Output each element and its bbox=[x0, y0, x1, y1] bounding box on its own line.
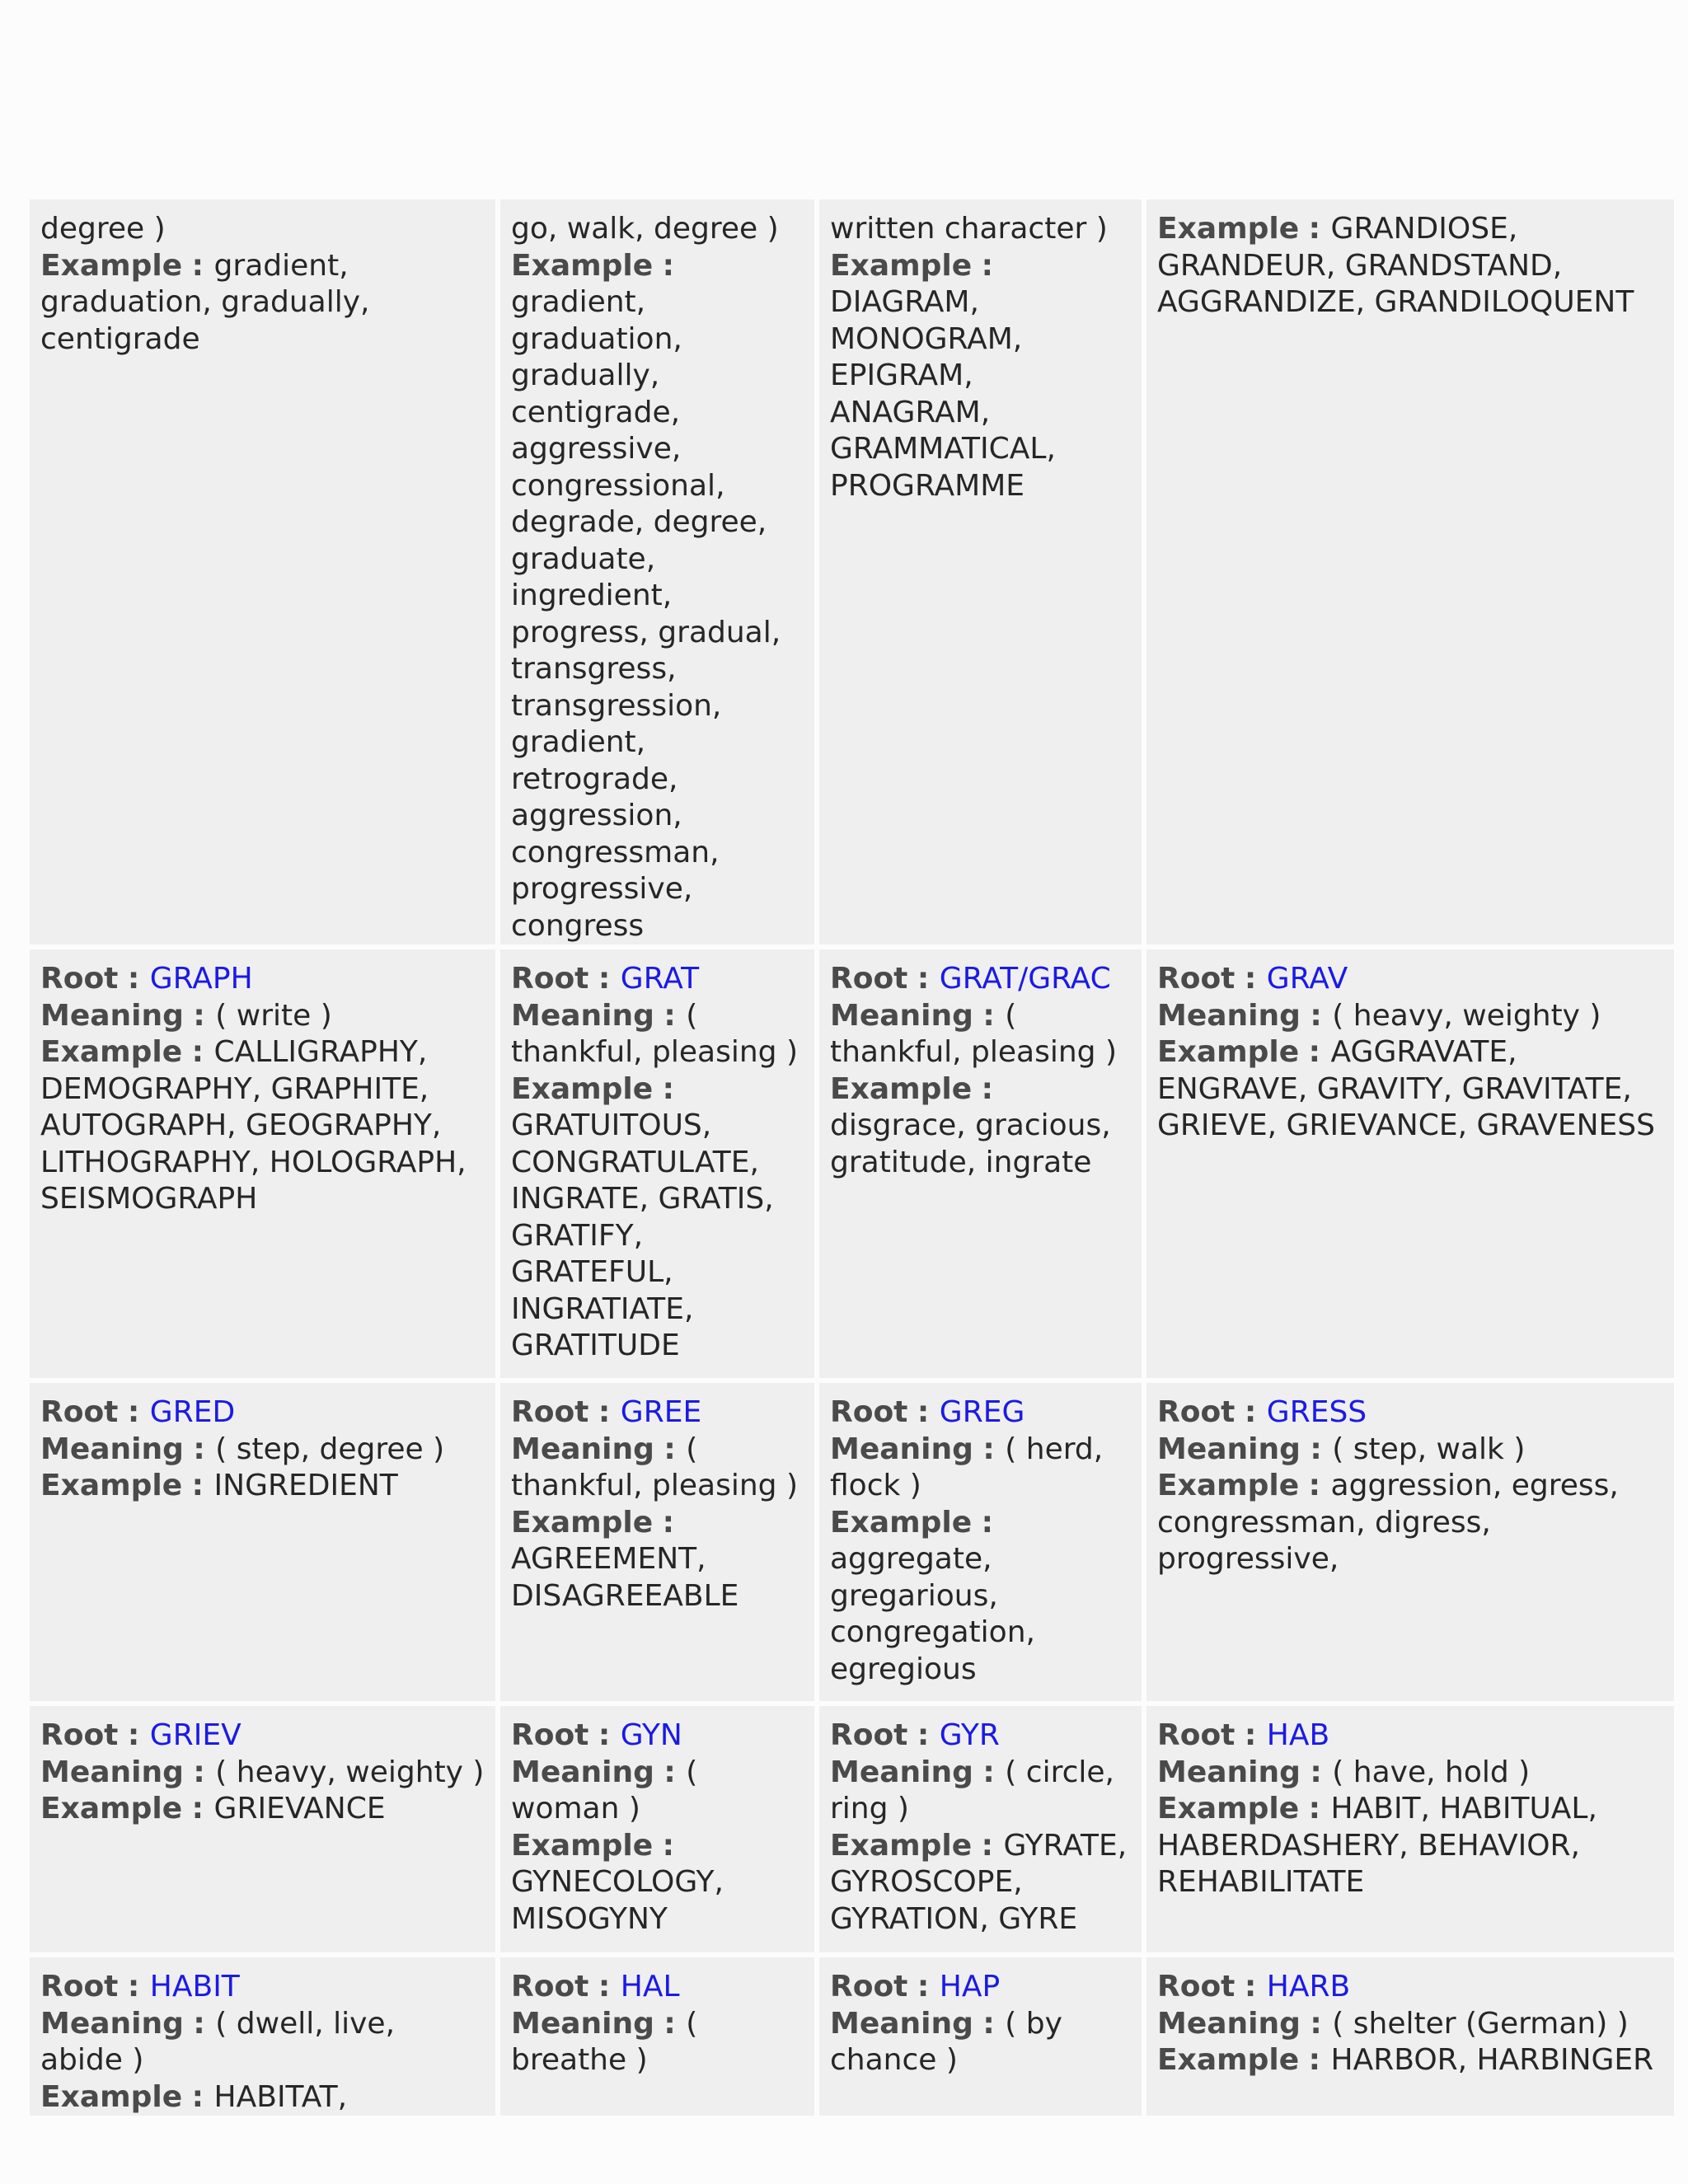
root-value: GRAPH bbox=[149, 962, 253, 996]
root-value: HAL bbox=[620, 1970, 680, 2004]
root-value: GRAV bbox=[1266, 962, 1348, 996]
meaning-label: Meaning bbox=[511, 998, 654, 1033]
example-label: Example bbox=[40, 248, 183, 283]
example-label: Example bbox=[511, 1828, 654, 1863]
example-value: GYRATE, GYROSCOPE, GYRATION, GYRE bbox=[830, 1828, 1128, 1936]
meaning-label: Meaning bbox=[1157, 1432, 1301, 1466]
meaning-value: ( heavy, weighty ) bbox=[215, 1755, 485, 1789]
meaning-label: Meaning bbox=[511, 1755, 654, 1789]
meaning-value: ( heavy, weighty ) bbox=[1332, 998, 1601, 1033]
example-value: HABIT, HABITUAL, HABERDASHERY, BEHAVIOR, REHABILITATE bbox=[1157, 1792, 1597, 1899]
example-value: disgrace, gracious, gratitude, ingrate bbox=[830, 1108, 1111, 1179]
example-value: HARBOR, HARBINGER bbox=[1330, 2043, 1654, 2077]
root-label: Root bbox=[511, 1970, 589, 2004]
root-cell: degree ) Example : gradient, graduation, gradually, centigrade bbox=[30, 199, 495, 944]
example-label: Example bbox=[830, 1505, 973, 1540]
example-value: GRATUITOUS, CONGRATULATE, INGRATE, GRATIS, GRATIFY, GRATEFUL, INGRATIATE, GRATITUDE bbox=[511, 1108, 774, 1362]
root-label: Root bbox=[1157, 1395, 1236, 1429]
meaning-value: ( shelter (German) ) bbox=[1332, 2006, 1629, 2041]
example-label: Example bbox=[40, 1469, 183, 1502]
meaning-label: Meaning bbox=[1157, 998, 1301, 1033]
root-label: Root bbox=[830, 1718, 908, 1752]
example-value: gradient, graduation, gradually, centigrade, aggressive, congressional, degrade, degree, graduate, ingredient, progress, gradual, transgress, transgression, gradient, retrograde, aggression, congressman, progressive, congress bbox=[511, 285, 781, 943]
meaning-value: ( step, walk ) bbox=[1332, 1432, 1526, 1466]
example-value: INGREDIENT bbox=[213, 1469, 398, 1502]
root-value: HARB bbox=[1266, 1970, 1351, 2004]
root-cell: Root : HARB Meaning : ( shelter (German) ) Example : HARBOR, HARBINGER bbox=[1146, 1957, 1674, 2116]
continued-text: written character ) bbox=[830, 212, 1108, 246]
root-value: GRIEV bbox=[149, 1718, 241, 1752]
root-value: HAB bbox=[1266, 1718, 1330, 1752]
example-label: Example bbox=[830, 1828, 973, 1863]
root-cell: Root : GRAT/GRAC Meaning : ( thankful, pleasing ) Example : disgrace, gracious, gratitude, ingrate bbox=[819, 949, 1142, 1378]
table-row bbox=[30, 1706, 1674, 1952]
root-cell: Root : GRAPH Meaning : ( write ) Example : CALLIGRAPHY, DEMOGRAPHY, GRAPHITE, AUTOGRAPH, GEOGRAPHY, LITHOGRAPHY, HOLOGRAPH, SEISMOGRAPH bbox=[30, 949, 495, 1378]
root-label: Root bbox=[511, 1718, 589, 1752]
example-value: gradient, graduation, gradually, centigrade bbox=[40, 248, 370, 356]
root-label: Root bbox=[1157, 1970, 1236, 2004]
root-cell: Root : GYN Meaning : ( woman ) Example : GYNECOLOGY, MISOGYNY bbox=[500, 1706, 814, 1952]
meaning-label: Meaning bbox=[511, 1432, 654, 1466]
root-label: Root bbox=[1157, 962, 1236, 996]
root-value: GYN bbox=[620, 1718, 682, 1752]
root-label: Root bbox=[1157, 1718, 1236, 1752]
example-value: CALLIGRAPHY, DEMOGRAPHY, GRAPHITE, AUTOGRAPH, GEOGRAPHY, LITHOGRAPHY, HOLOGRAPH, SEISMOGRAPH bbox=[40, 1035, 467, 1216]
meaning-value: ( breathe ) bbox=[511, 2006, 698, 2077]
continued-text: degree ) bbox=[40, 212, 166, 246]
root-cell: Root : GRAT Meaning : ( thankful, pleasing ) Example : GRATUITOUS, CONGRATULATE, INGRATE, GRATIS, GRATIFY, GRATEFUL, INGRATIATE, GRATITUDE bbox=[500, 949, 814, 1378]
meaning-label: Meaning bbox=[511, 2006, 654, 2041]
root-cell: Root : HABIT Meaning : ( dwell, live, abide ) Example : HABITAT, bbox=[30, 1957, 495, 2116]
meaning-label: Meaning bbox=[40, 1755, 184, 1789]
root-label: Root bbox=[40, 962, 119, 996]
root-cell: Root : HAL Meaning : ( breathe ) bbox=[500, 1957, 814, 2116]
root-cell: written character ) Example : DIAGRAM, MONOGRAM, EPIGRAM, ANAGRAM, GRAMMATICAL, PROGRAMME bbox=[819, 199, 1142, 944]
root-label: Root bbox=[40, 1718, 119, 1752]
table-row bbox=[30, 199, 1674, 944]
example-label: Example bbox=[1157, 1035, 1300, 1069]
example-label: Example bbox=[1157, 1469, 1300, 1502]
meaning-value: ( woman ) bbox=[511, 1755, 698, 1825]
example-label: Example bbox=[511, 1071, 654, 1106]
example-value: AGGRAVATE, ENGRAVE, GRAVITY, GRAVITATE, GRIEVE, GRIEVANCE, GRAVENESS bbox=[1157, 1035, 1655, 1142]
root-label: Root bbox=[830, 1395, 908, 1429]
table-row bbox=[30, 949, 1674, 1378]
example-label: Example bbox=[40, 1035, 183, 1069]
root-cell: Root : GYR Meaning : ( circle, ring ) Example : GYRATE, GYROSCOPE, GYRATION, GYRE bbox=[819, 1706, 1142, 1952]
meaning-value: ( step, degree ) bbox=[215, 1432, 445, 1466]
root-value: GREG bbox=[939, 1395, 1025, 1429]
root-value: GRESS bbox=[1266, 1395, 1367, 1429]
root-value: HABIT bbox=[149, 1970, 240, 2004]
meaning-label: Meaning bbox=[830, 1432, 973, 1466]
meaning-value: ( thankful, pleasing ) bbox=[830, 998, 1118, 1069]
root-label: Root bbox=[830, 962, 908, 996]
meaning-value: ( have, hold ) bbox=[1332, 1755, 1531, 1789]
continued-text: go, walk, degree ) bbox=[511, 212, 779, 246]
root-label: Root bbox=[511, 1395, 589, 1429]
example-label: Example bbox=[511, 248, 654, 283]
meaning-label: Meaning bbox=[40, 2006, 184, 2041]
word-roots-table bbox=[25, 194, 1679, 2121]
example-value: HABITAT, bbox=[213, 2079, 348, 2114]
root-label: Root bbox=[830, 1970, 908, 2004]
root-value: GRAT bbox=[620, 962, 700, 996]
root-cell: go, walk, degree ) Example : gradient, graduation, gradually, centigrade, aggressive, congressional, degrade, degree, graduate, ingredient, progress, gradual, transgress, transgression, gradient, retrograde, aggression, congressman, progressive, congress bbox=[500, 199, 814, 944]
example-label: Example bbox=[830, 1071, 973, 1106]
meaning-value: ( by chance ) bbox=[830, 2006, 1062, 2077]
example-label: Example bbox=[830, 248, 973, 283]
example-value: DIAGRAM, MONOGRAM, EPIGRAM, ANAGRAM, GRAMMATICAL, PROGRAMME bbox=[830, 285, 1056, 503]
root-cell: Root : GRED Meaning : ( step, degree ) Example : INGREDIENT bbox=[30, 1383, 495, 1701]
example-label: Example bbox=[1157, 2043, 1300, 2077]
meaning-value: ( thankful, pleasing ) bbox=[511, 1432, 799, 1502]
example-value: aggression, egress, congressman, digress, progressive, bbox=[1157, 1469, 1619, 1576]
example-value: aggregate, gregarious, congregation, egregious bbox=[830, 1542, 1035, 1686]
root-cell: Root : GRAV Meaning : ( heavy, weighty ) Example : AGGRAVATE, ENGRAVE, GRAVITY, GRAVITATE, GRIEVE, GRIEVANCE, GRAVENESS bbox=[1146, 949, 1674, 1378]
root-value: GYR bbox=[939, 1718, 1000, 1752]
meaning-value: ( dwell, live, abide ) bbox=[40, 2006, 396, 2077]
example-value: GRANDIOSE, GRANDEUR, GRANDSTAND, AGGRANDIZE, GRANDILOQUENT bbox=[1157, 212, 1634, 319]
meaning-label: Meaning bbox=[830, 998, 973, 1033]
example-label: Example bbox=[1157, 212, 1300, 246]
example-label: Example bbox=[1157, 1792, 1300, 1825]
root-value: GRED bbox=[149, 1395, 236, 1429]
root-cell: Root : HAB Meaning : ( have, hold ) Example : HABIT, HABITUAL, HABERDASHERY, BEHAVIOR, REHABILITATE bbox=[1146, 1706, 1674, 1952]
root-cell: Root : GREG Meaning : ( herd, flock ) Example : aggregate, gregarious, congregation, egregious bbox=[819, 1383, 1142, 1701]
table-row bbox=[30, 1957, 1674, 2116]
meaning-label: Meaning bbox=[1157, 1755, 1301, 1789]
root-cell: Root : GREE Meaning : ( thankful, pleasing ) Example : AGREEMENT, DISAGREEABLE bbox=[500, 1383, 814, 1701]
meaning-label: Meaning bbox=[830, 2006, 973, 2041]
root-value: GREE bbox=[620, 1395, 702, 1429]
example-value: AGREEMENT, DISAGREEABLE bbox=[511, 1542, 739, 1613]
meaning-label: Meaning bbox=[40, 998, 184, 1033]
table-row bbox=[30, 1383, 1674, 1701]
meaning-label: Meaning bbox=[40, 1432, 184, 1466]
meaning-label: Meaning bbox=[830, 1755, 973, 1789]
example-label: Example bbox=[40, 1792, 183, 1825]
example-label: Example bbox=[511, 1505, 654, 1540]
root-value: HAP bbox=[939, 1970, 1001, 2004]
root-label: Root bbox=[40, 1395, 119, 1429]
example-label: Example bbox=[40, 2079, 183, 2114]
meaning-value: ( herd, flock ) bbox=[830, 1432, 1104, 1502]
example-value: GRIEVANCE bbox=[213, 1792, 386, 1825]
root-cell: Root : GRIEV Meaning : ( heavy, weighty ) Example : GRIEVANCE bbox=[30, 1706, 495, 1952]
root-label: Root bbox=[40, 1970, 119, 2004]
word-roots-table-body bbox=[30, 199, 1674, 2116]
example-value: GYNECOLOGY, MISOGYNY bbox=[511, 1865, 724, 1936]
root-cell: Example : GRANDIOSE, GRANDEUR, GRANDSTAND, AGGRANDIZE, GRANDILOQUENT bbox=[1146, 199, 1674, 944]
root-cell: Root : GRESS Meaning : ( step, walk ) Example : aggression, egress, congressman, digress, progressive, bbox=[1146, 1383, 1674, 1701]
meaning-value: ( thankful, pleasing ) bbox=[511, 998, 799, 1069]
root-value: GRAT/GRAC bbox=[939, 962, 1111, 996]
meaning-value: ( circle, ring ) bbox=[830, 1755, 1114, 1825]
meaning-label: Meaning bbox=[1157, 2006, 1301, 2041]
meaning-value: ( write ) bbox=[215, 998, 332, 1033]
root-label: Root bbox=[511, 962, 589, 996]
root-cell: Root : HAP Meaning : ( by chance ) bbox=[819, 1957, 1142, 2116]
